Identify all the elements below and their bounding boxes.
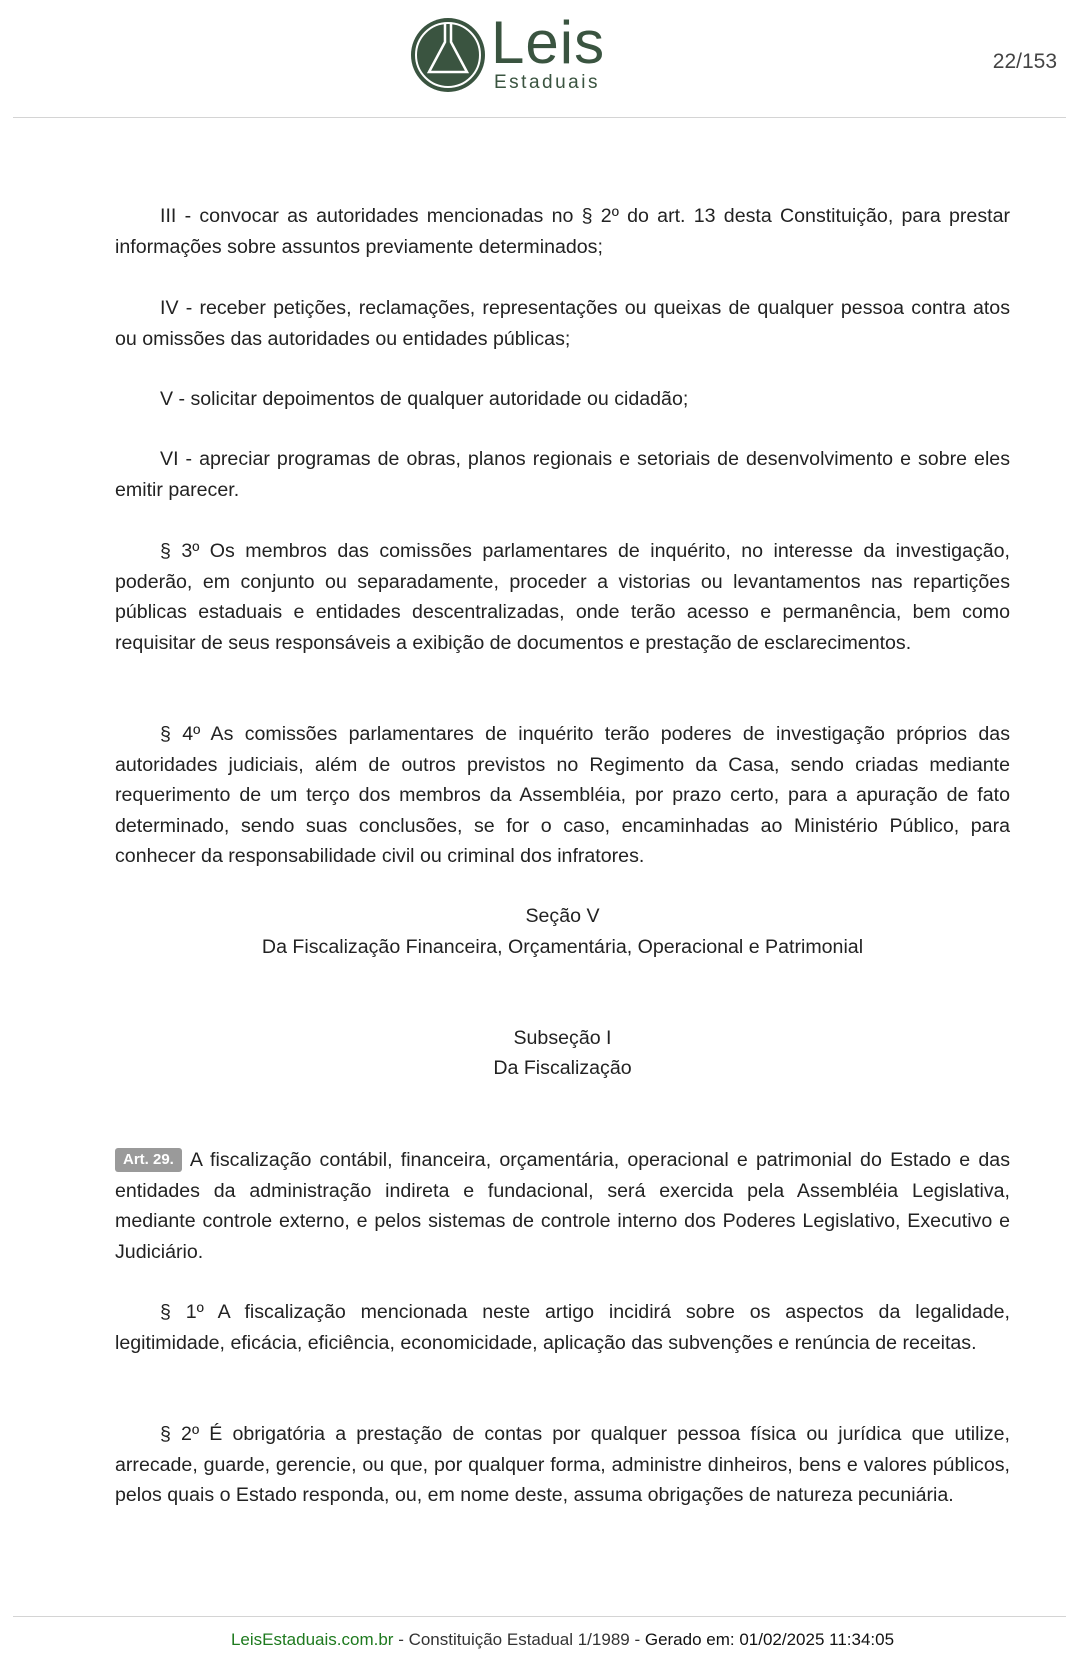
paragraph-inciso-vi: VI - apreciar programas de obras, planos regionais e setoriais de desenvolvimento e sobre eles emitir parecer. [115, 448, 1010, 501]
logo-word: Leis [491, 9, 606, 76]
paragraph-3: § 3º Os membros das comissões parlamentares de inquérito, no interesse da investigação, poderão, em conjunto ou separadamente, proceder a vistorias ou levantamentos nas repartições públicas estaduais e entidades descentralizadas, onde terão acesso e permanência, bem como requisitar de seus responsáveis a exibição de documentos e prestação de esclarecimentos. [115, 540, 1010, 654]
section-title: Da Fiscalização Financeira, Orçamentária, Operacional e Patrimonial [261, 936, 864, 958]
site-link[interactable]: LeisEstaduais.com.br [230, 1630, 394, 1649]
paragraph-inciso-v: V - solicitar depoimentos de qualquer autoridade ou cidadão; [160, 388, 689, 410]
leis-estaduais-logo [409, 9, 609, 96]
page-number: 22/153 [992, 50, 1057, 73]
footer-divider [13, 1616, 1066, 1617]
logo-subtitle: Estaduais [494, 72, 600, 93]
article-29-paragraph-1: § 1º A fiscalização mencionada neste artigo incidirá sobre os aspectos da legalidade, legitimidade, eficácia, eficiência, economicidade, aplicação das subvenções e renúncia de receitas. [115, 1301, 1010, 1354]
paragraph-4: § 4º As comissões parlamentares de inquérito terão poderes de investigação próprios das autoridades judiciais, além de outros previstos no Regimento da Casa, sendo criadas mediante requerimento de um terço dos membros da Assembléia, por prazo certo, para a apuração de fato determinado, sendo suas conclusões, se for o caso, encaminhadas ao Ministério Público, para conhecer da responsabilidade civil ou criminal dos infratores. [115, 723, 1010, 868]
article-29: Art. 29. A fiscalização contábil, financeira, orçamentária, operacional e patrimonial do Estado e das entidades da administração indireta e fundacional, será exercida pela Assembléia Legislativa, mediante controle externo, e pelos sistemas de controle interno dos Poderes Legislativo, Executivo e Judiciário. [115, 1149, 1010, 1263]
header-divider [13, 117, 1066, 118]
subsection-label: Subseção I [513, 1027, 612, 1049]
document-name: - Constituição Estadual 1/1989 - [393, 1630, 645, 1649]
paragraph-inciso-iii: III - convocar as autoridades mencionadas no § 2º do art. 13 desta Constituição, para prestar informações sobre assuntos previamente determinados; [115, 205, 1010, 258]
generated-timestamp: Gerado em: 01/02/2025 11:34:05 [644, 1630, 895, 1649]
paragraph-inciso-iv: IV - receber petições, reclamações, representações ou queixas de qualquer pessoa contra atos ou omissões das autoridades ou entidades públicas; [115, 297, 1010, 350]
scale-emblem-icon [409, 16, 487, 94]
article-29-paragraph-2: § 2º É obrigatória a prestação de contas por qualquer pessoa física ou jurídica que utilize, arrecade, guarde, gerencie, ou que, por qualquer forma, administre dinheiros, bens e valores públicos, pelos quais o Estado responda, ou, em nome deste, assuma obrigações de natureza pecuniária. [115, 1423, 1010, 1507]
section-label: Seção V [525, 905, 600, 927]
subsection-title: Da Fiscalização [493, 1057, 632, 1079]
article-badge[interactable]: Art. 29. [115, 1148, 182, 1172]
footer [0, 1630, 1079, 1650]
